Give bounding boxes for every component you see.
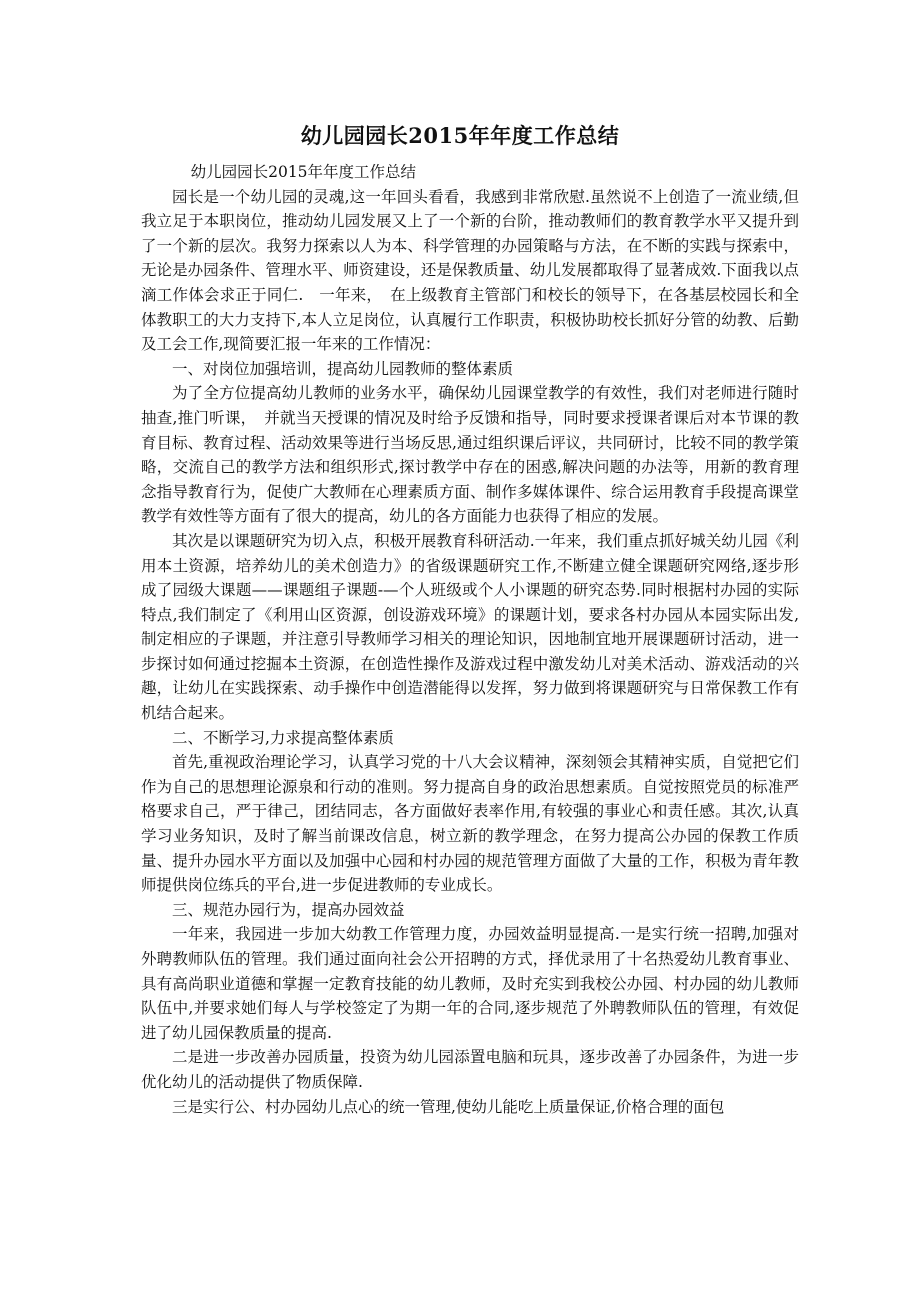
paragraph-intro: 园长是一个幼儿园的灵魂,这一年回头看看，我感到非常欣慰.虽然说不上创造了一流业绩,但我立足于本职岗位，推动幼儿园发展又上了一个新的台阶，推动教师们的教育教学水平又提升到了一个新的层次。我努力探索以人为本、科学管理的办园策略与方法，在不断的实践与探索中，无论是办园条件、管理水平、师资建设，还是保教质量、幼儿发展都取得了显著成效.下面我以点滴工作体会求正于同仁. 一年来， 在上级教育主管部门和校长的领导下，在各基层校园长和全体教职工的大力支持下,本人立足岗位，认真履行工作职责，积极协助校长抓好分管的幼教、后勤及工会工作,现简要汇报一年来的工作情况： <box>141 187 799 354</box>
paragraph: 其次是以课题研究为切入点，积极开展教育科研活动.一年来，我们重点抓好城关幼儿园《利用本土资源，培养幼儿的美术创造力》的省级课题研究工作,不断建立健全课题研究网络,逐步形成了园级大课题——课题组子课题-—个人班级或个人小课题的研究态势.同时根据村办园的实际特点,我们制定了《利用山区资源，创设游戏环境》的课题计划，要求各村办园从本园实际出发,制定相应的子课题，并注意引导教师学习相关的理论知识，因地制宜地开展课题研讨活动，进一步探讨如何通过挖掘本土资源，在创造性操作及游戏过程中激发幼儿对美术活动、游戏活动的兴趣，让幼儿在实践探索、动手操作中创造潜能得以发挥，努力做到将课题研究与日常保教工作有机结合起来。 <box>141 531 799 723</box>
document-title: 幼儿园园长2015年年度工作总结 <box>300 123 620 148</box>
section-heading-3: 三、规范办园行为，提高办园效益 <box>172 900 405 919</box>
section-heading-2: 二、不断学习,力求提高整体素质 <box>172 728 394 747</box>
paragraph: 为了全方位提高幼儿教师的业务水平，确保幼儿园课堂教学的有效性，我们对老师进行随时抽查,推门听课， 并就当天授课的情况及时给予反馈和指导，同时要求授课者课后对本节课的教育目标、教育过程、活动效果等进行当场反思,通过组织课后评议，共同研讨，比较不同的教学策略，交流自己的教学方法和组织形式,探讨教学中存在的困惑,解决问题的办法等，用新的教育理念指导教育行为，促使广大教师在心理素质方面、制作多媒体课件、综合运用教育手段提高课堂教学有效性等方面有了很大的提高，幼儿的各方面能力也获得了相应的发展。 <box>141 384 799 526</box>
paragraph: 三是实行公、村办园幼儿点心的统一管理,使幼儿能吃上质量保证,价格合理的面包 <box>172 1097 725 1116</box>
paragraph: 一年来，我园进一步加大幼教工作管理力度，办园效益明显提高.一是实行统一招聘,加强对外聘教师队伍的管理。我们通过面向社会公开招聘的方式，择优录用了十名热爱幼儿教育事业、具有高尚职业道德和掌握一定教育技能的幼儿教师，及时充实到我校公办园、村办园的幼儿教师队伍中,并要求她们每人与学校签定了为期一年的合同,逐步规范了外聘教师队伍的管理，有效促进了幼儿园保教质量的提高. <box>141 925 799 1042</box>
paragraph: 首先,重视政治理论学习，认真学习党的十八大会议精神，深刻领会其精神实质，自觉把它们作为自己的思想理论源泉和行动的准则。努力提高自身的政治思想素质。自觉按照党员的标准严格要求自己，严于律己，团结同志，各方面做好表率作用,有较强的事业心和责任感。其次,认真学习业务知识，及时了解当前课改信息，树立新的教学理念，在努力提高公办园的保教工作质量、提升办园水平方面以及加强中心园和村办园的规范管理方面做了大量的工作，积极为青年教师提供岗位练兵的平台,进一步促进教师的专业成长。 <box>141 753 799 895</box>
section-heading-1: 一、对岗位加强培训，提高幼儿园教师的整体素质 <box>172 359 514 378</box>
document-body <box>141 160 799 1119</box>
document-subtitle: 幼儿园园长2015年年度工作总结 <box>190 163 417 181</box>
paragraph: 二是进一步改善办园质量，投资为幼儿园添置电脑和玩具，逐步改善了办园条件，为进一步优化幼儿的活动提供了物质保障. <box>141 1048 799 1091</box>
